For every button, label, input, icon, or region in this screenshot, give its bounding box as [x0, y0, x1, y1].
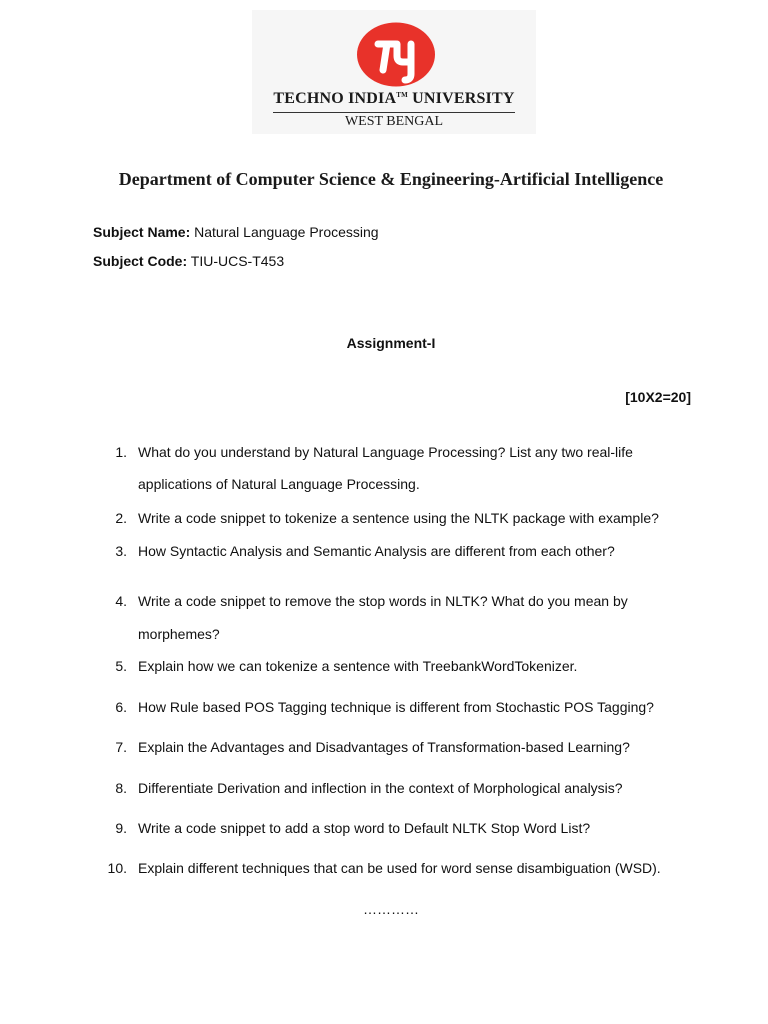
subject-name-label: Subject Name: [93, 224, 191, 240]
question-text: Explain how we can tokenize a sentence with TreebankWordTokenizer. [138, 658, 578, 674]
question-number: 6. [115, 699, 127, 715]
question-text: Differentiate Derivation and inflection in the context of Morphological analysis? [138, 780, 623, 796]
department-title: Department of Computer Science & Engineering-Artificial Intelligence [118, 169, 664, 189]
question-number: 3. [115, 543, 127, 559]
question-number: 9. [115, 820, 127, 836]
question-number: 1. [115, 444, 127, 460]
question-number: 7. [115, 739, 127, 755]
question-text: Explain the Advantages and Disadvantages of Transformation-based Learning? [138, 739, 630, 755]
question-text: Write a code snippet to tokenize a sentence using the NLTK package with example? [138, 510, 659, 526]
question-number: 10. [107, 860, 127, 876]
question-text: How Syntactic Analysis and Semantic Analysis are different from each other? [138, 543, 615, 559]
question-text: applications of Natural Language Processing. [138, 476, 420, 492]
end-marker: ………… [363, 901, 419, 917]
question-number: 8. [115, 780, 127, 796]
techno-india-emblem-icon [356, 22, 436, 87]
marks-distribution: [10X2=20] [625, 389, 691, 405]
question-text: morphemes? [138, 626, 220, 642]
university-logo [252, 10, 536, 134]
logo-divider [273, 112, 515, 113]
question-text: Explain different techniques that can be used for word sense disambiguation (WSD). [138, 860, 661, 876]
question-text: What do you understand by Natural Language Processing? List any two real-life [138, 444, 633, 460]
subject-code [93, 252, 284, 270]
question-text: Write a code snippet to remove the stop words in NLTK? What do you mean by [138, 593, 628, 609]
assignment-title: Assignment-I [346, 335, 436, 351]
question-text: How Rule based POS Tagging technique is different from Stochastic POS Tagging? [138, 699, 654, 715]
question-number: 4. [115, 593, 127, 609]
subject-code-label: Subject Code: [93, 253, 188, 269]
question-number: 5. [115, 658, 127, 674]
university-name: TECHNO INDIA™ UNIVERSITY [273, 90, 515, 107]
subject-code-value: TIU-UCS-T453 [187, 253, 285, 269]
subject-name-value: Natural Language Processing [190, 224, 379, 240]
subject-name [93, 223, 379, 241]
question-number: 2. [115, 510, 127, 526]
university-region: WEST BENGAL [344, 114, 444, 129]
question-text: Write a code snippet to add a stop word to Default NLTK Stop Word List? [138, 820, 591, 836]
